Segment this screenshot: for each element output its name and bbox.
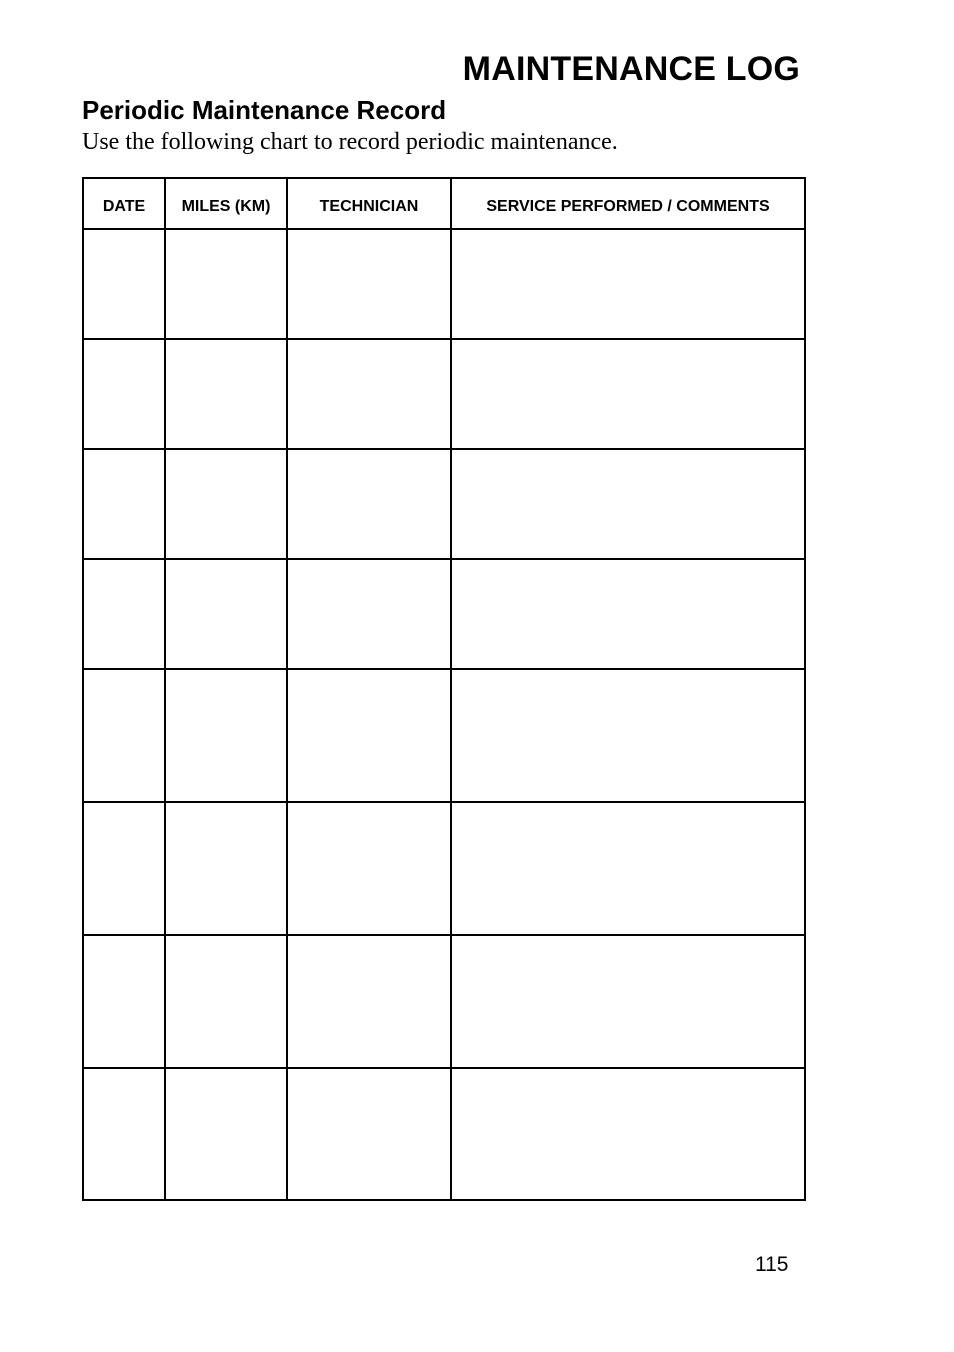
cell-technician [287,229,451,339]
header-miles: MILES (KM) [165,178,287,229]
cell-miles [165,559,287,669]
maintenance-log-table [82,177,806,1201]
cell-service-comments [451,669,805,802]
cell-technician [287,1068,451,1200]
cell-technician [287,339,451,449]
table-row [83,802,805,935]
cell-miles [165,802,287,935]
header-technician: TECHNICIAN [287,178,451,229]
cell-technician [287,449,451,559]
cell-miles [165,339,287,449]
table-header-row [83,178,805,229]
table-row [83,1068,805,1200]
cell-service-comments [451,802,805,935]
cell-service-comments [451,935,805,1068]
cell-service-comments [451,1068,805,1200]
table-row [83,339,805,449]
header-service-comments: SERVICE PERFORMED / COMMENTS [451,178,805,229]
cell-technician [287,559,451,669]
table-row [83,935,805,1068]
cell-service-comments [451,559,805,669]
cell-miles [165,1068,287,1200]
cell-date [83,559,165,669]
cell-service-comments [451,339,805,449]
cell-date [83,935,165,1068]
cell-technician [287,802,451,935]
table-row [83,229,805,339]
cell-service-comments [451,449,805,559]
cell-date [83,339,165,449]
intro-text: Use the following chart to record periodic maintenance. [82,129,618,155]
header-date: DATE [83,178,165,229]
page-number: 115 [755,1253,789,1276]
cell-technician [287,935,451,1068]
cell-miles [165,669,287,802]
table-body [83,229,805,1200]
cell-date [83,802,165,935]
table-row [83,669,805,802]
cell-miles [165,935,287,1068]
table-row [83,559,805,669]
cell-date [83,1068,165,1200]
cell-date [83,449,165,559]
cell-miles [165,449,287,559]
table-row [83,449,805,559]
section-title: Periodic Maintenance Record [82,95,447,125]
cell-date [83,669,165,802]
cell-technician [287,669,451,802]
cell-miles [165,229,287,339]
page-title: MAINTENANCE LOG [462,50,800,88]
cell-service-comments [451,229,805,339]
cell-date [83,229,165,339]
